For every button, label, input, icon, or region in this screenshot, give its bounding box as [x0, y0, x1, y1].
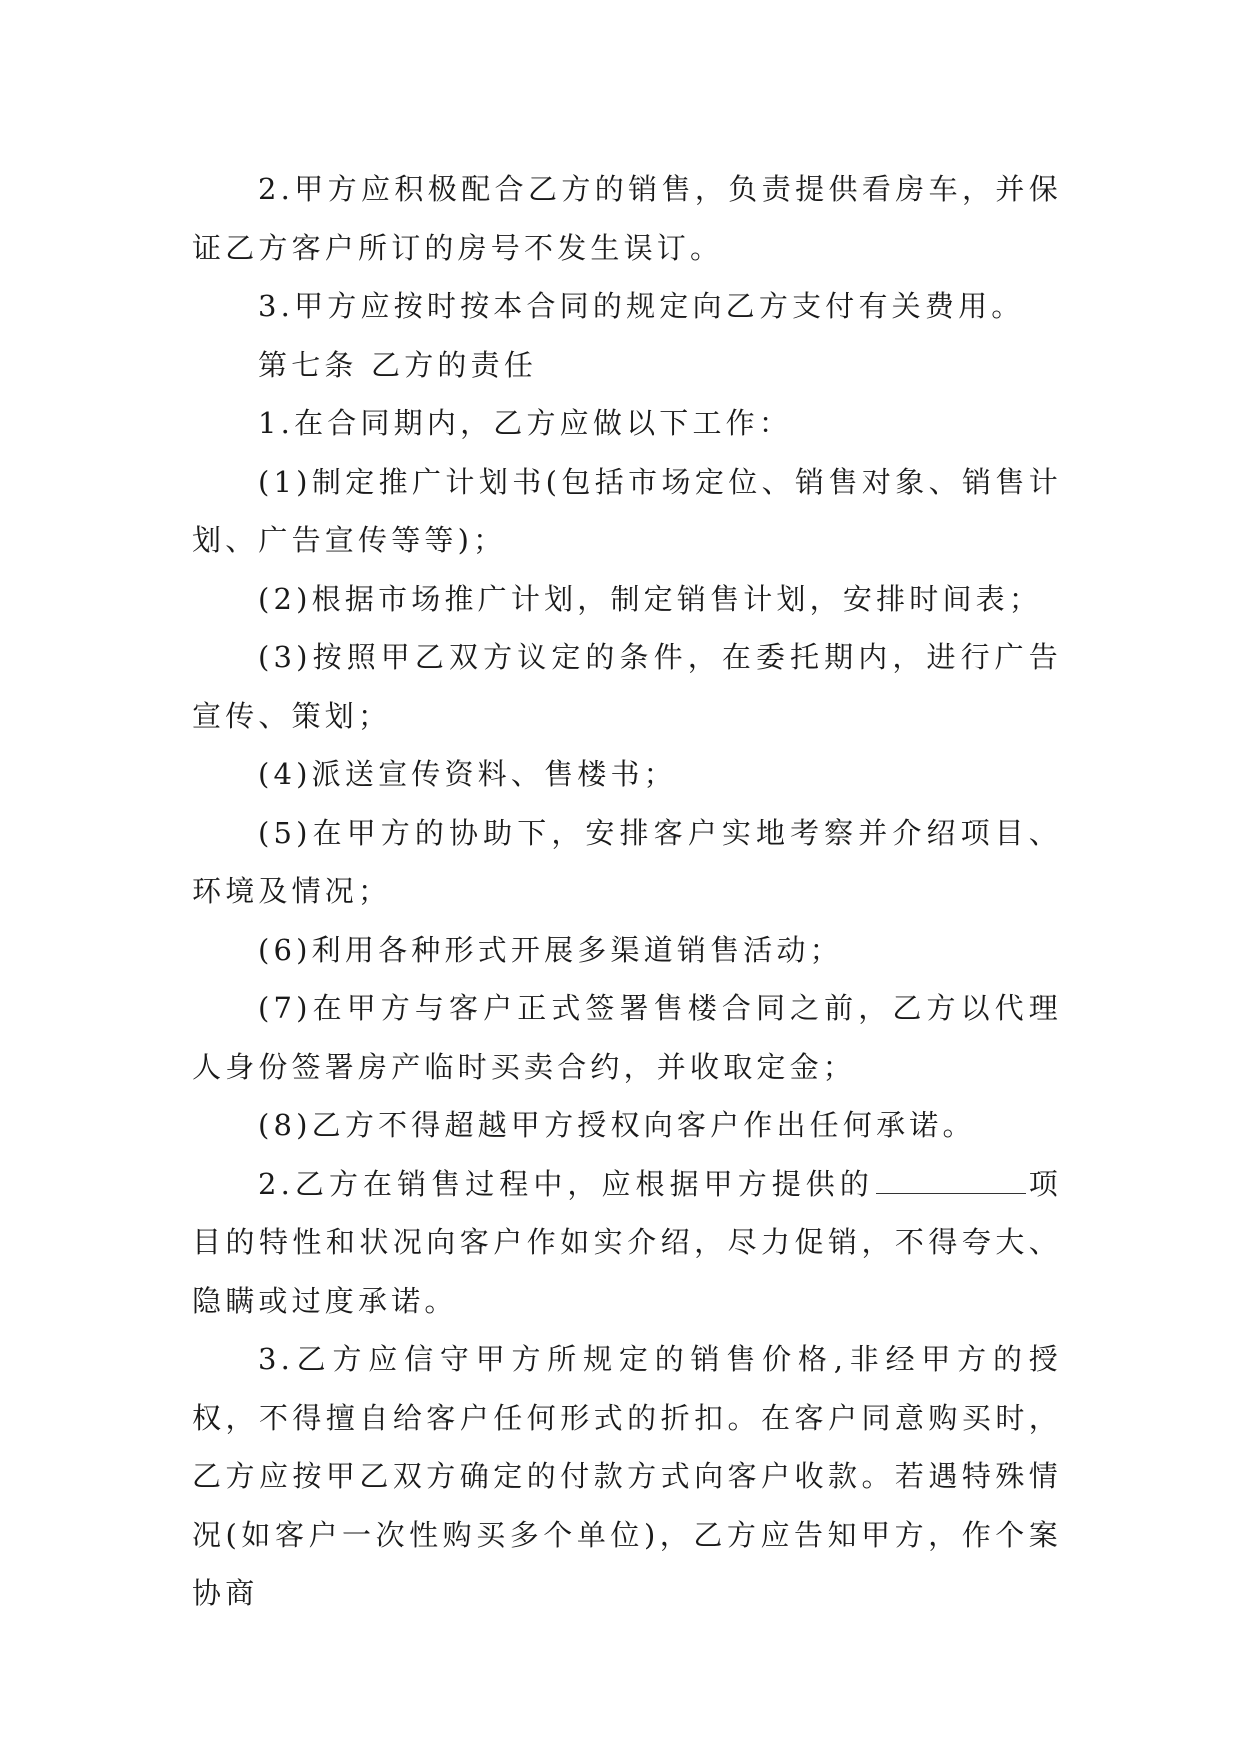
clause-7-subitem-2: (2)根据市场推广计划，制定销售计划，安排时间表；	[258, 581, 1043, 616]
clause-6-item-2: 2.甲方应积极配合乙方的销售，负责提供看房车，并保证乙方客户所订的房号不发生误订。	[192, 172, 1062, 265]
project-name-blank	[876, 1169, 1026, 1194]
clause-7-subitem-6: (6)利用各种形式开展多渠道销售活动；	[258, 932, 843, 967]
clause-7-subitem-4: (4)派送宣传资料、售楼书；	[258, 757, 677, 791]
clause-7-subitem-7: (7)在甲方与客户正式签署售楼合同之前，乙方以代理人身份签署房产临时买卖合约，并收取定金；	[192, 991, 1062, 1084]
clause-7-item-1: 1.在合同期内，乙方应做以下工作：	[258, 406, 793, 440]
clause-7-item-2	[192, 1155, 1062, 1331]
clause-7-heading: 第七条 乙方的责任	[258, 347, 538, 382]
clause-7-subitem-8: (8)乙方不得超越甲方授权向客户作出任何承诺。	[258, 1108, 976, 1142]
clause-7-item-3: 3.乙方应信守甲方所规定的销售价格,非经甲方的授权，不得擅自给客户任何形式的折扣。在客户同意购买时，乙方应按甲乙双方确定的付款方式向客户收款。若遇特殊情况(如客户一次性购买多个单位)，乙方应告知甲方，作个案协商	[192, 1342, 1062, 1610]
document-body	[192, 160, 1062, 1623]
clause-6-item-3: 3.甲方应按时按本合同的规定向乙方支付有关费用。	[258, 289, 1025, 323]
clause-7-item-2-part-b: 项目的特性和状况向客户作如实介绍，尽力促销，不得夸大、隐瞒或过度承诺。	[192, 1166, 1062, 1318]
clause-7-item-2-part-a: 2.乙方在销售过程中，应根据甲方提供的	[258, 1166, 874, 1201]
clause-7-subitem-3: (3)按照甲乙双方议定的条件，在委托期内，进行广告宣传、策划；	[192, 640, 1062, 733]
clause-7-subitem-5: (5)在甲方的协助下，安排客户实地考察并介绍项目、环境及情况；	[192, 815, 1062, 908]
clause-7-subitem-1: (1)制定推广计划书(包括市场定位、销售对象、销售计划、广告宣传等等)；	[192, 464, 1062, 557]
